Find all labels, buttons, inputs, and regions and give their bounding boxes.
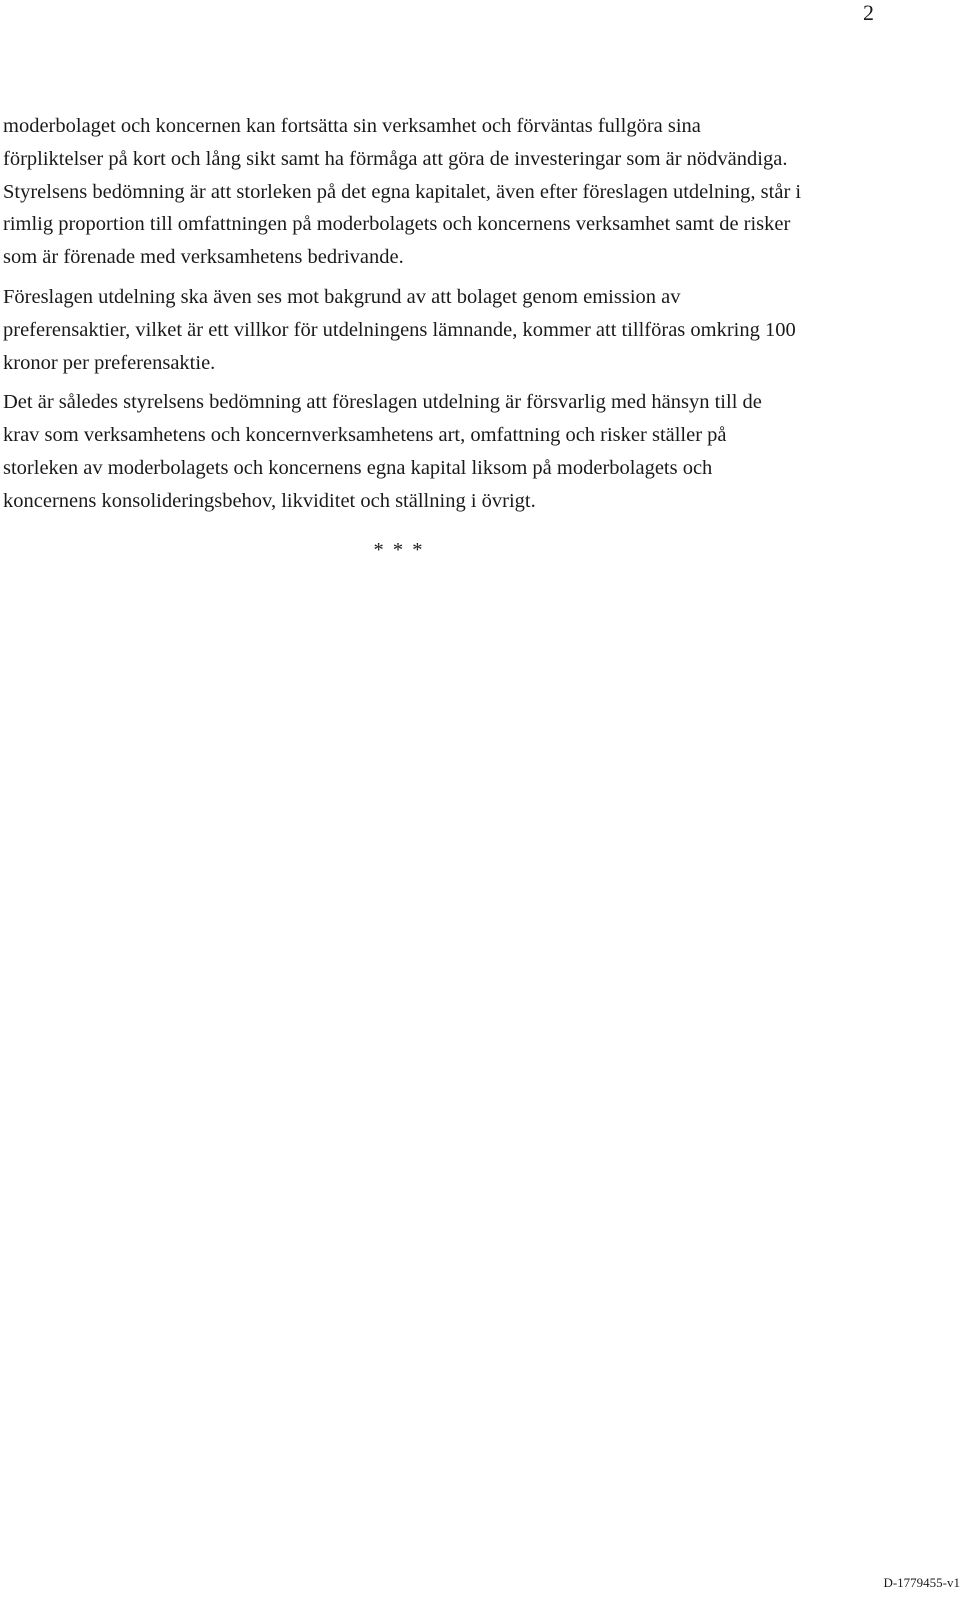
section-separator: * * * xyxy=(373,538,425,561)
document-body xyxy=(3,110,803,566)
paragraph-board-assessment: Det är således styrelsens bedömning att föreslagen utdelning är försvarlig med hänsyn till de krav som verksamhetens och koncernverksamhetens art, omfattning och risker ställer på storleken av moderbolagets och koncernens egna kapital liksom på moderbolagets och koncernens konsolideringsbehov, likviditet och ställning i övrigt. xyxy=(3,391,762,512)
document-reference: D-1779455-v1 xyxy=(883,1575,960,1590)
page-number: 2 xyxy=(863,0,874,25)
paragraph-preference-shares: Föreslagen utdelning ska även ses mot bakgrund av att bolaget genom emission av preferensaktier, vilket är ett villkor för utdelningens lämnande, kommer att tillföras omkring 100 kronor per preferensaktie. xyxy=(3,285,796,374)
paragraph-continuation: moderbolaget och koncernen kan fortsätta sin verksamhet och förväntas fullgöra sina förpliktelser på kort och lång sikt samt ha förmåga att göra de investeringar som är nödvändiga. Styrelsens bedömning är att storleken på det egna kapitalet, även efter föreslagen utdelning, står i rimlig proportion till omfattningen på moderbolagets och koncernens verksamhet samt de risker som är förenade med verksamhetens bedrivande. xyxy=(3,115,802,269)
